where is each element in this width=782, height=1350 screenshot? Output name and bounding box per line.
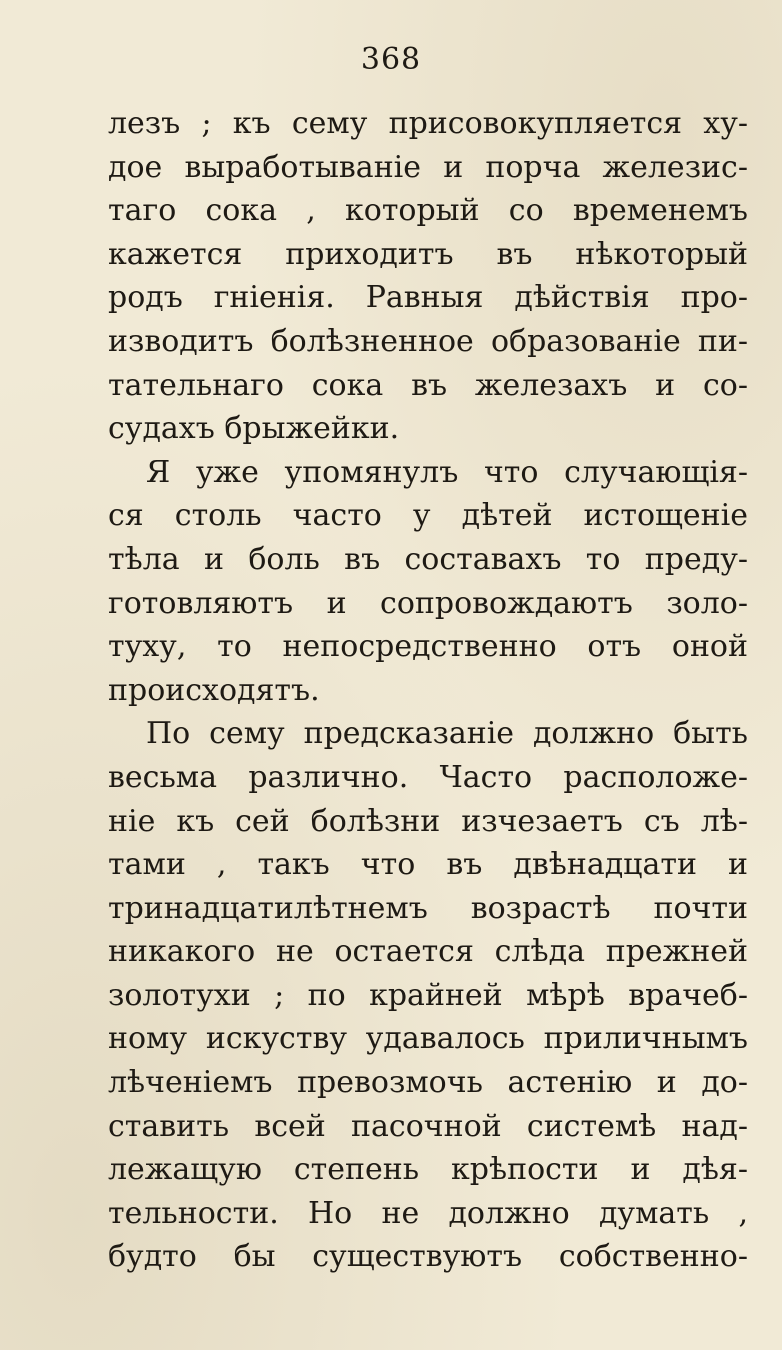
text-line: изводитъ болѣзненное образованіе пи- [108, 323, 748, 359]
text-line: ся столь часто у дѣтей истощеніе [108, 498, 748, 534]
text-line: лежащую степень крѣпости и дѣя- [108, 1152, 748, 1188]
text-line: судахъ брыжейки. [108, 411, 400, 447]
text-line: тами , такъ что въ двѣнадцати и [108, 847, 748, 883]
text-line: ніе къ сей болѣзни изчезаетъ съ лѣ- [108, 803, 748, 839]
text-line: тельности. Но не должно думать , [108, 1195, 748, 1231]
paragraph-2 [108, 451, 748, 713]
text-line: тѣла и боль въ составахъ то преду- [108, 541, 748, 577]
text-line: родъ гніенія. Равныя дѣйствія про- [108, 280, 748, 316]
text-line: происходятъ. [108, 672, 320, 708]
text-line: туху, то непосредственно отъ оной [108, 629, 748, 665]
text-line: тринадцатилѣтнемъ возрастѣ почти [108, 890, 748, 926]
text-line: Я уже упомянулъ что случающія- [146, 454, 748, 490]
text-line: дое выработываніе и порча железис- [108, 149, 748, 185]
text-line: ному искуству удавалось приличнымъ [108, 1021, 748, 1057]
text-line: золотухи ; по крайней мѣрѣ врачеб- [108, 977, 748, 1013]
paragraph-3 [108, 712, 748, 1279]
text-line: лѣченіемъ превозмочь астенію и до- [108, 1065, 748, 1101]
paragraph-1 [108, 102, 748, 451]
text-line: никакого не остается слѣда прежней [108, 934, 748, 970]
text-line: таго сока , который со временемъ [108, 193, 748, 229]
text-line: лезъ ; къ сему присовокупляется ху- [108, 106, 748, 141]
text-line: готовляютъ и сопровождаютъ золо- [108, 585, 748, 621]
text-line: По сему предсказаніе должно быть [146, 716, 748, 752]
text-line: кажется приходитъ въ нѣкоторый [108, 236, 748, 272]
page-number: 368 [360, 42, 422, 77]
text-line: ставить всей пасочной системѣ над- [108, 1108, 748, 1144]
text-line: весьма различно. Часто расположе- [108, 759, 748, 795]
text-line: тательнаго сока въ железахъ и со- [108, 367, 748, 403]
body-text [108, 102, 748, 1279]
text-line: будто бы существуютъ собственно- [108, 1239, 748, 1275]
